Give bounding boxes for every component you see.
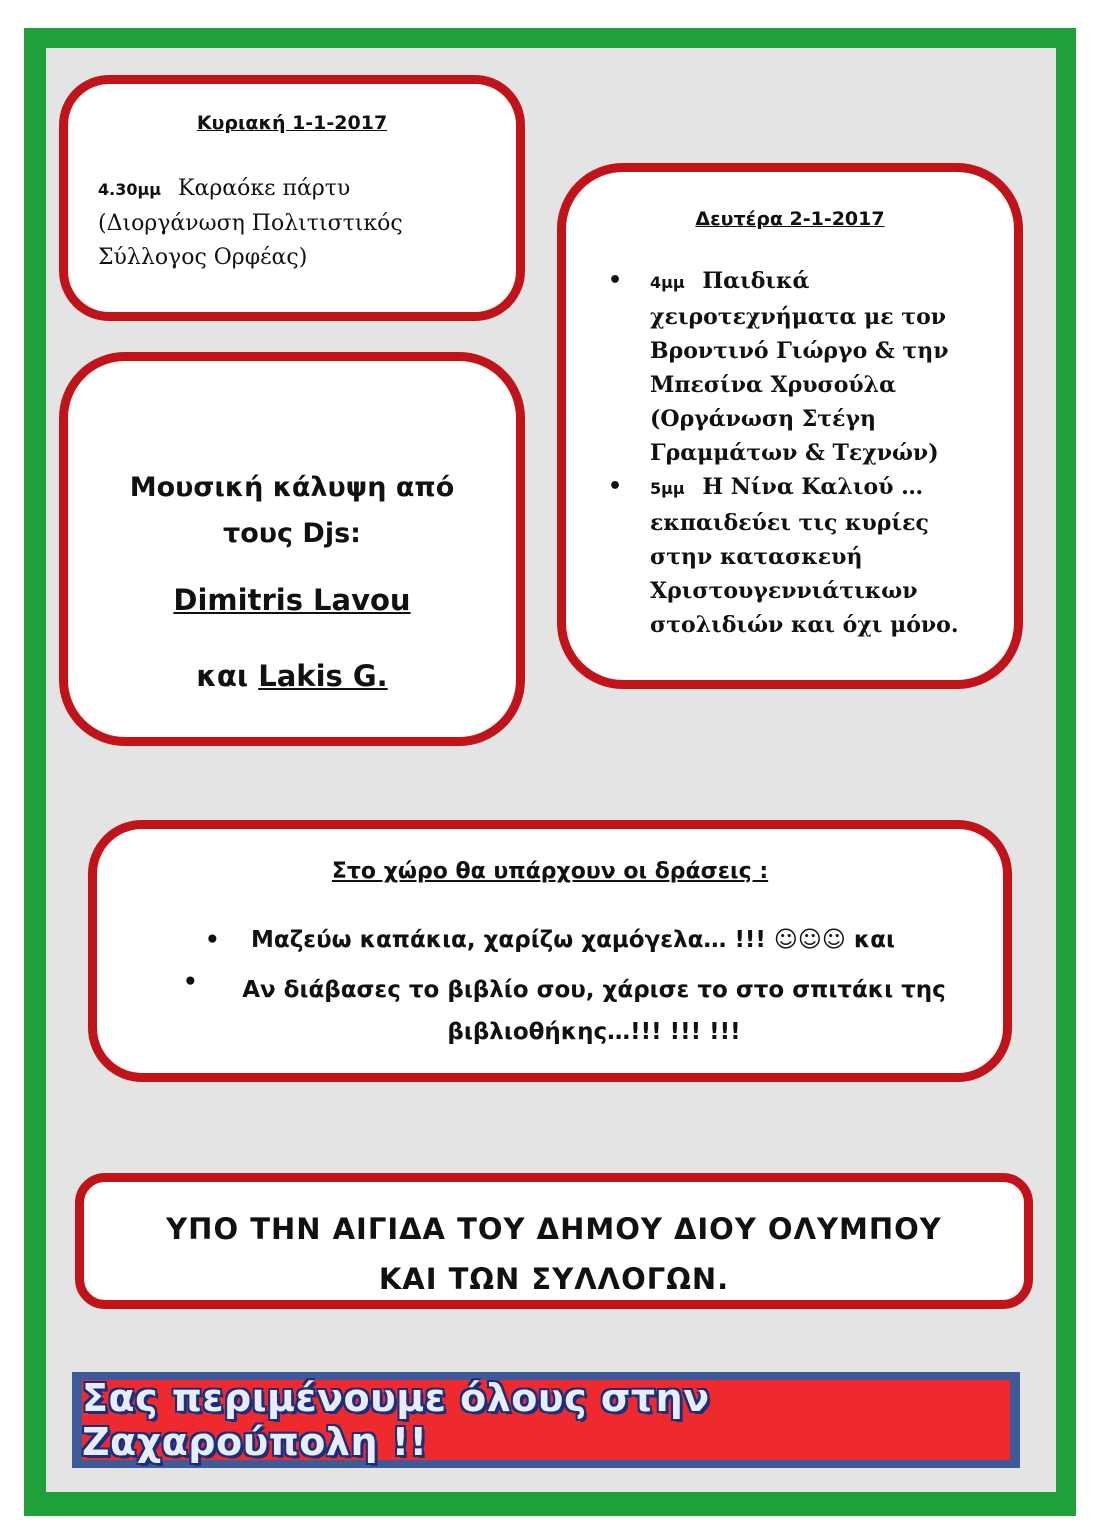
auspices-box xyxy=(75,1173,1033,1309)
monday-program-box xyxy=(557,163,1023,689)
monday-event-text: Η Νίνα Καλιού …εκπαιδεύει τις κυρίες στην κατασκευή Χριστουγεννιάτικων στολιδιών και όχι μόνο. xyxy=(650,474,959,638)
dj-name-1: Dimitris Lavou xyxy=(173,583,411,617)
bullet-icon: • xyxy=(205,927,220,953)
bullet-icon: • xyxy=(183,969,198,995)
auspices-line2: ΚΑΙ ΤΩΝ ΣΥΛΛΟΓΩΝ. xyxy=(378,1262,730,1296)
monday-event-list xyxy=(594,264,994,642)
monday-heading: Δευτέρα 2-1-2017 xyxy=(695,208,885,230)
activities-box xyxy=(88,820,1012,1082)
dj-name-2: Lakis G. xyxy=(258,659,388,693)
sunday-event-time: 4.30μμ xyxy=(98,180,162,199)
list-item xyxy=(594,470,994,642)
auspices-line1: ΥΠΟ ΤΗΝ ΑΙΓΙΔΑ ΤΟΥ ΔΗΜΟΥ ΔΙΟΥ ΟΛΥΜΠΟΥ xyxy=(166,1212,942,1246)
invitation-banner xyxy=(72,1372,1020,1468)
activity-item-2: Αν διάβασες το βιβλίο σου, χάρισε το στο σπιτάκι της βιβλιοθήκης…!!! !!! !!! xyxy=(242,977,946,1045)
djs-intro-line2: τους Djs: xyxy=(223,518,361,549)
music-djs-box xyxy=(59,352,525,746)
activity-item-1: Μαζεύω καπάκια, χαρίζω χαμόγελα… !!! ☺☺☺ και xyxy=(251,927,895,953)
sunday-event-organizer: (Διοργάνωση Πολιτιστικός Σύλλογος Ορφέας) xyxy=(98,211,403,270)
sunday-event-title: Καραόκε πάρτυ xyxy=(178,176,351,201)
auspices-text xyxy=(84,1204,1024,1304)
dj-name-2-line xyxy=(68,659,516,693)
djs-intro-line1: Μουσική κάλυψη από xyxy=(129,472,455,503)
djs-intro xyxy=(68,465,516,557)
sunday-event xyxy=(98,172,508,275)
invitation-banner-text: Σας περιμένουμε όλους στην Ζαχαρούπολη !! xyxy=(82,1376,710,1464)
invitation-banner-fill xyxy=(82,1376,1010,1464)
sunday-heading: Κυριακή 1-1-2017 xyxy=(196,112,388,134)
list-item xyxy=(594,264,994,470)
activities-heading: Στο χώρο θα υπάρχουν οι δράσεις : xyxy=(331,859,769,884)
monday-event-time: 4μμ xyxy=(650,273,685,292)
sunday-program-box xyxy=(59,75,525,321)
monday-event-text: Παιδικά χειροτεχνήματα με τον Βροντινό Γιώργο & την Μπεσίνα Χρυσούλα (Οργάνωση Στέγη Γραμμάτων & Τεχνών) xyxy=(650,268,949,466)
monday-event-time: 5μμ xyxy=(650,479,685,498)
and-word: και xyxy=(196,659,249,693)
